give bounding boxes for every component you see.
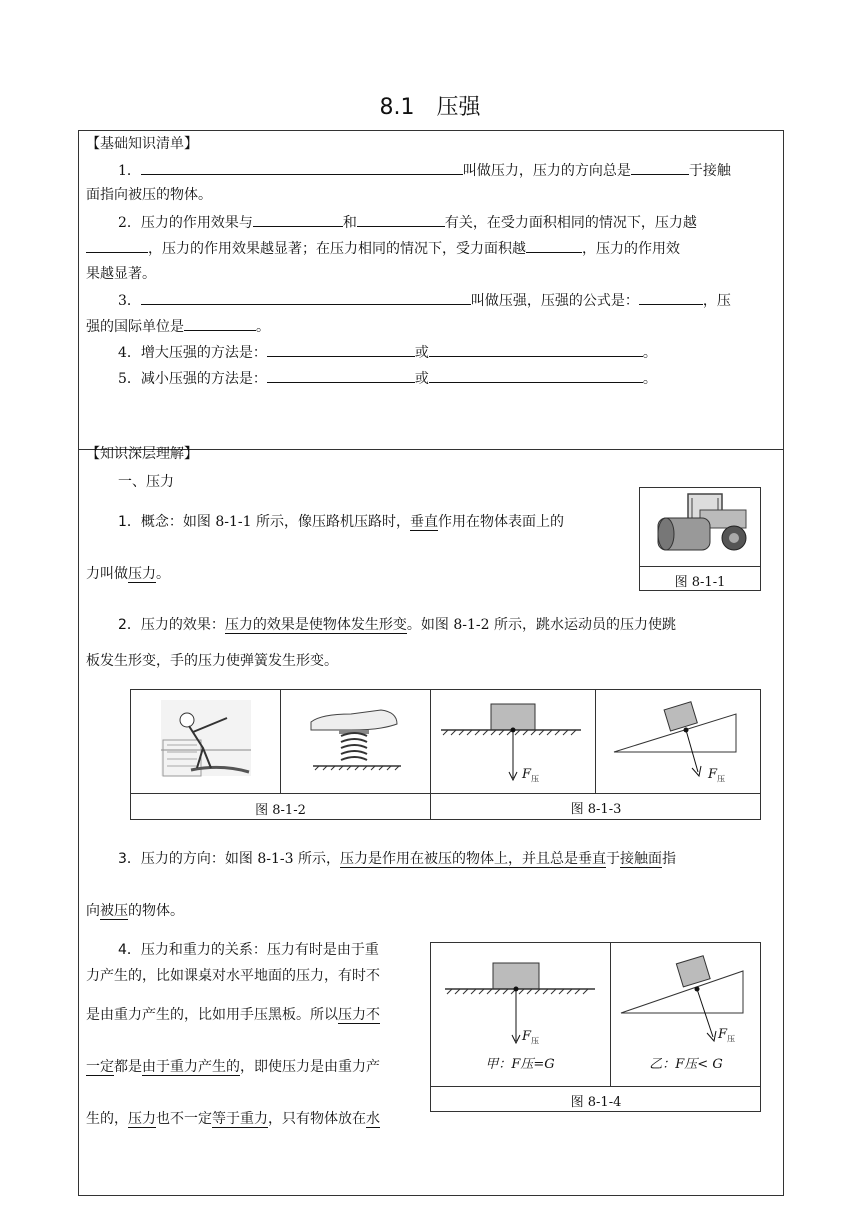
section1-heading: 【基础知识清单】: [86, 136, 198, 152]
section2-heading: 【知识深层理解】: [86, 446, 198, 462]
page-title: 8.1 压强: [379, 95, 481, 120]
question-3-line2: 强的国际单位是 。: [86, 316, 270, 337]
question-3-line1: 3． 叫做压强，压强的公式是： ，压: [118, 290, 731, 311]
paragraph-4-line5: 生的，压力也不一定等于重力，只有物体放在水: [86, 1111, 380, 1127]
paragraph-2-line1: 2．压力的效果：压力的效果是使物体发生形变。如图 8-1-2 所示，跳水运动员的压力使跳: [118, 617, 677, 633]
block-on-incline-diagram: [596, 690, 760, 792]
block-on-horizontal-surface-diagram: [431, 690, 595, 792]
figure-8-1-4-caption: 图 8-1-4: [570, 1095, 622, 1110]
question-2-line1: 2．压力的作用效果与 和 有关，在受力面积相同的情况下，压力越: [118, 212, 697, 233]
question-5: 5．减小压强的方法是： 或 。: [118, 368, 657, 389]
question-1-line2: 面指向被压的物体。: [86, 187, 212, 203]
paragraph-4-line2: 力产生的，比如课桌对水平地面的压力，有时不: [86, 968, 380, 984]
figure-8-1-4: [430, 942, 761, 1112]
paragraph-1-line1: 1．概念：如图 8-1-1 所示，像压路机压路时，垂直作用在物体表面上的: [118, 514, 565, 530]
fig4-right-caption: 乙：F压< G: [649, 1057, 723, 1072]
figures-8-1-2-and-8-1-3: [130, 689, 761, 820]
paragraph-1-line2: 力叫做压力。: [86, 566, 170, 582]
force-label-horizontal: $F_压$: [522, 767, 540, 784]
paragraph-4-line4: 一定都是由于重力产生的，即使压力是由重力产: [86, 1059, 380, 1075]
question-2-line3: 果越显著。: [86, 266, 156, 282]
force-label-incline: $F_压$: [708, 767, 726, 784]
hand-pressing-spring-image: [281, 690, 429, 792]
paragraph-4-line3: 是由重力产生的，比如用手压黑板。所以压力不: [86, 1007, 380, 1023]
fig4-left-caption: 甲：F压=G: [485, 1057, 555, 1072]
question-1-line1: 1． 叫做压力，压力的方向总是 于接触: [118, 160, 731, 181]
figure-8-1-3-caption: 图 8-1-3: [570, 802, 622, 817]
figure-8-1-2-caption: 图 8-1-2: [255, 803, 306, 818]
paragraph-3-line2: 向被压的物体。: [86, 903, 184, 919]
question-4: 4．增大压强的方法是： 或 。: [118, 342, 657, 363]
paragraph-3-line1: 3．压力的方向：如图 8-1-3 所示，压力是作用在被压的物体上，并且总是垂直于接触面指: [118, 851, 677, 867]
paragraph-4-line1: 4．压力和重力的关系：压力有时是由于重: [118, 942, 379, 958]
force-label-fig4-left: $F_压$: [522, 1029, 540, 1046]
diver-on-springboard-image: [131, 690, 279, 792]
figure-8-1-1: [639, 487, 761, 591]
figure-8-1-1-caption: 图 8-1-1: [674, 575, 726, 590]
road-roller-image: [640, 488, 760, 560]
question-2-line2: ，压力的作用效果越显著；在压力相同的情况下，受力面积越 ，压力的作用效: [86, 238, 680, 259]
paragraph-2-line2: 板发生形变，手的压力使弹簧发生形变。: [86, 653, 338, 669]
subsection-pressure-force: 一、压力: [118, 474, 174, 490]
force-label-fig4-right: $F_压$: [718, 1027, 736, 1044]
